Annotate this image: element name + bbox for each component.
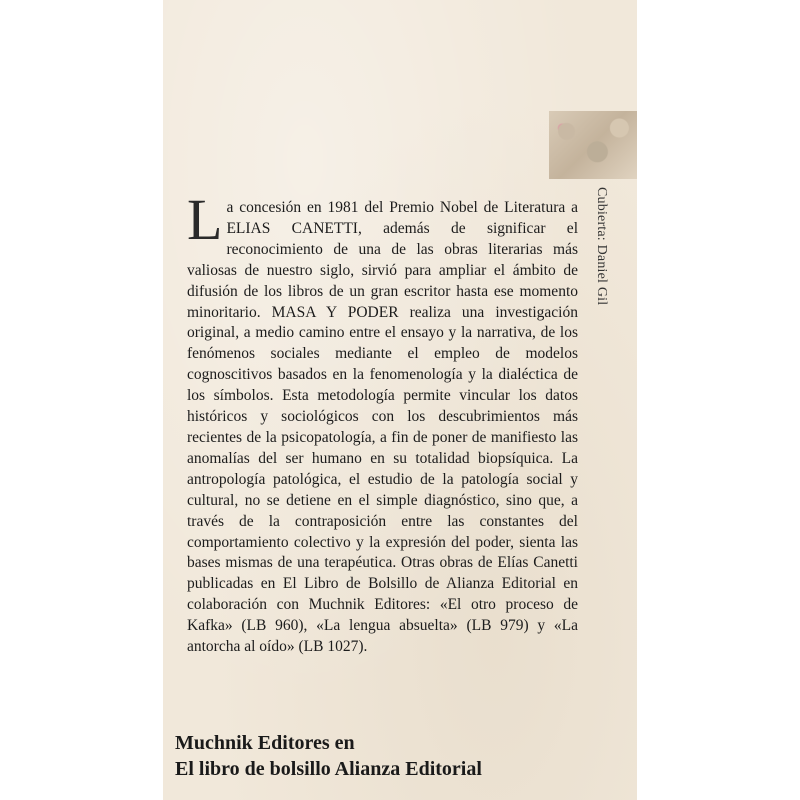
blurb-text (187, 187, 578, 658)
publisher-line-2: El libro de bolsillo Alianza Editorial (175, 758, 482, 780)
cover-art-thumbnail (549, 111, 637, 179)
publisher-imprint (175, 730, 482, 782)
cover-credit: Cubierta: Daniel Gil (594, 187, 609, 306)
drop-cap: L (187, 187, 223, 252)
blurb-body: a concesión en 1981 del Premio Nobel de Literatura a ELIAS CANETTI, además de significar el reconocimiento de una de las obras literarias más valiosas de nuestro siglo, sirvió para ampliar el ámbito de difusión de los libros de un gran escritor hasta ese momento minoritario. MASA Y PODER realiza una investigación original, a medio camino entre el ensayo y la narrativa, de los fenómenos sociales mediante el empleo de modelos cognoscitivos basados en la fenomenología y la dialéctica de los símbolos. Esta metodología permite vincular los datos históricos y sociológicos con los descubrimientos más recientes de la psicopatología, a fin de poner de manifiesto las anomalías del ser humano en su totalidad biopsíquica. La antropología patológica, el estudio de la patología social y cultural, no se detiene en el simple diagnóstico, sino que, a través de la contraposición entre las constantes del comportamiento colectivo y la expresión del poder, sienta las bases mismas de una terapéutica. Otras obras de Elías Canetti publicadas en El Libro de Bolsillo de Alianza Editorial en colaboración con Muchnik Editores: «El otro proceso de Kafka» (LB 960), «La lengua absuelta» (LB 979) y «La antorcha al oído» (LB 1027). (187, 199, 578, 656)
publisher-line-1: Muchnik Editores en (175, 732, 355, 754)
book-back-cover (163, 0, 637, 800)
